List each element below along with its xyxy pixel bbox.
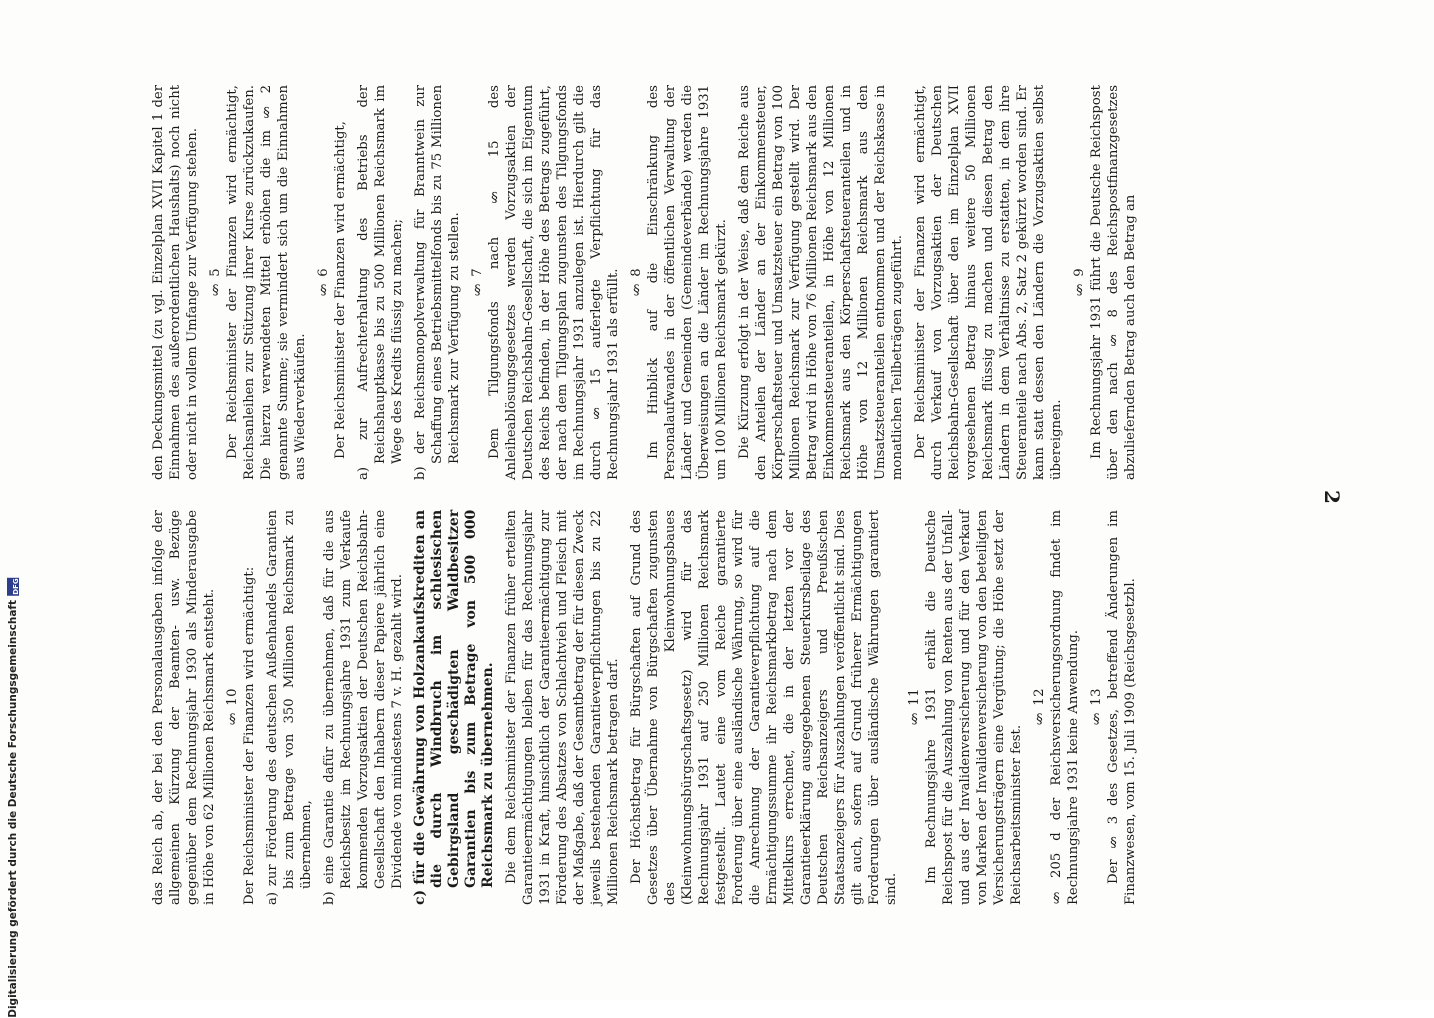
list-item: b) eine Garantie dafür zu übernehmen, daß für die aus Reichsbesitz im Rechnungsjahre 1931 zum Verkaufe kommenden Vorzugsaktien der Deutschen Reichsbahn-Gesellschaft den Inhabern dieser Papiere jährlich eine Dividende von mindestens 7 v. H. gezahlt wird. xyxy=(322,510,405,905)
section-heading: § 5 xyxy=(208,267,223,298)
list-item: a) zur Förderung des deutschen Außenhandels Garantien bis zum Betrage von 350 Millionen Reichsmark zu übernehmen, xyxy=(265,510,314,905)
footer-text: Digitalisierung gefördert durch die Deutsche Forschungsgemeinschaft xyxy=(7,600,19,1018)
right-column xyxy=(150,510,1300,905)
paragraph: Im Hinblick auf die Einschränkung des Personalaufwandes in der öffentlichen Verwaltung der Länder und Gemeinden (Gemeindeverbände) werden die Überweisungen an die Länder im Rechnungsjahre 1931 um 100 Millionen Reichsmark gekürzt. xyxy=(646,85,729,480)
paragraph: Der Reichsminister der Finanzen wird ermächtigt, xyxy=(333,120,348,459)
section-heading: § 9 xyxy=(1072,267,1087,298)
left-column xyxy=(150,85,1230,480)
paragraph: Der Reichsminister der Finanzen wird ermächtigt, durch Verkauf von Vorzugsaktien der Deutschen Reichsbahn-Gesellschaft über den im Einzelplan XVII vorgesehenen Betrag hinaus weitere 50 Millionen Reichsmark flüssig zu machen und diesen Betrag den Ländern in dem Verhältnisse zu erstatten, in dem ihre Steueranteile nach Abs. 2, Satz 2 gekürzt worden sind. Er kann statt dessen den Ländern die Vorzugsaktien selbst übereignen. xyxy=(913,85,1064,480)
paragraph: das Reich ab, der bei den Personalausgaben infolge der allgemeinen Kürzung der Beamten- usw. Bezüge gegenüber dem Rechnungsjahr 1930 als Minderausgabe in Höhe von 62 Millionen Reichsmark entsteht. xyxy=(151,510,217,905)
paragraph: Im Rechnungsjahr 1931 führt die Deutsche Reichspost über den nach § 8 des Reichspostfinanzgesetzes abzuliefernden Betrag auch den Betrag an xyxy=(1089,85,1138,480)
footer-credit xyxy=(6,578,20,1018)
paragraph: Der § 3 des Gesetzes, betreffend Änderungen im Finanzwesen, vom 15. Juli 1909 (Reichsgesetzbl. xyxy=(1106,510,1138,905)
section-heading: § 6 xyxy=(316,267,331,298)
list-item-bold: c) für die Gewährung von Holzankaufskrediten an die durch Windbruch im schlesischen Gebirgsland geschädigten Waldbesitzer Garantien bis zum Betrage von 500 000 Reichsmark zu übernehmen. xyxy=(412,510,496,905)
section-heading: § 11 xyxy=(907,688,922,727)
paragraph: den Deckungsmittel (zu vgl. Einzelplan XVII Kapitel 1 der Einnahmen des außerordentlichen Haushalts) noch nicht oder nicht in vollem Umfange zur Verfügung stehen. xyxy=(151,85,200,480)
paragraph: Die Kürzung erfolgt in der Weise, daß dem Reiche aus den Anteilen der Länder an der Einkommensteuer, Körperschaftsteuer und Umsatzsteuer ein Betrag von 100 Millionen Reichsmark zur Verfügung gestellt wird. Der Betrag wird in Höhe von 76 Millionen Reichsmark aus den Einkommensteueranteilen, in Höhe von 12 Millionen Reichsmark aus den Körperschaftsteueranteilen und in Höhe von 12 Millionen Reichsmark aus den Umsatzsteueranteilen entnommen und der Reichskasse in monatlichen Teilbeträgen zugeführt. xyxy=(737,85,905,480)
paragraph: Der Höchstbetrag für Bürgschaften auf Grund des Gesetzes über Übernahme von Bürgschaften zugunsten des Kleinwohnungsbaues (Kleinwohnungsbürgschaftsgesetz) wird für das Rechnungsjahr 1931 auf 250 Millionen Reichsmark festgestellt. Lautet eine vom Reiche garantierte Forderung über eine ausländische Währung, so wird für die Anrechnung der Garantieverpflichtung auf die Ermächtigungssumme ihr Reichsmarkbetrag nach dem Mittelkurs errechnet, die in der letzten vor der Garantieerklärung ausgegebenen Steuerkursbeilage des Deutschen Reichsanzeigers und Preußischen Staatsanzeigers für Auszahlungen veröffentlicht sind. Dies gilt auch, sofern auf Grund früherer Ermächtigungen Forderungen über ausländische Währungen garantiert sind. xyxy=(629,510,899,905)
paragraph: Im Rechnungsjahre 1931 erhält die Deutsche Reichspost für die Auszahlung von Renten aus der Unfall- und aus der Invalidenversicherung und für den Verkauf von Marken der Invalidenversicherung von den beteiligten Versicherungsträgern eine Vergütung; die Höhe setzt der Reichsarbeitsminister fest. xyxy=(924,510,1024,905)
paragraph: § 205 d der Reichsversicherungsordnung findet im Rechnungsjahre 1931 keine Anwendung. xyxy=(1049,510,1081,905)
list-item: b) der Reichsmonopolverwaltung für Branntwein zur Schaffung eines Betriebsmittelfonds bis zu 75 Millionen Reichsmark zur Verfügung zu stellen. xyxy=(413,85,462,480)
paragraph: Der Reichsminister der Finanzen wird ermächtigt, Reichsanleihen zur Stützung ihrer Kurse zurückzukaufen. Die hierzu verwendeten Mittel erhöhen die im § 2 genannte Summe; sie vermindert sich um die Einnahmen aus Wiederverkäufen. xyxy=(225,85,308,480)
list-item: a) zur Aufrechterhaltung des Betriebs der Reichshauptkasse bis zu 500 Millionen Reichsmark im Wege des Kredits flüssig zu machen; xyxy=(356,85,405,480)
paragraph: Dem Tilgungsfonds nach § 15 des Anleiheablösungsgesetzes werden Vorzugsaktien der Deutschen Reichsbahn-Gesellschaft, die sich im Eigentum des Reichs befinden, in der Höhe des Betrags zugeführt, der nach dem Tilgungsplan zugunsten des Tilgungsfonds im Rechnungsjahr 1931 anzulegen ist. Hierdurch gilt die durch § 15 auferlegte Verpflichtung für das Rechnungsjahr 1931 als erfüllt. xyxy=(487,85,621,480)
section-heading: § 7 xyxy=(470,267,485,298)
section-heading: § 13 xyxy=(1089,688,1104,727)
section-heading: § 12 xyxy=(1032,688,1047,727)
page-number: 2 xyxy=(1319,490,1344,504)
paragraph: Die dem Reichsminister der Finanzen früher erteilten Garantieermächtigungen bleiben für das Rechnungsjahr 1931 in Kraft, hinsichtlich der Garantieermächtigung zur Förderung des Absatzes von Schlachtvieh und Fleisch mit der Maßgabe, daß der Gesamtbetrag der für diesen Zweck jeweils bestehenden Garantieverpflichtungen bis zu 22 Millionen Reichsmark betragen darf. xyxy=(504,510,621,905)
section-heading: § 10 xyxy=(225,688,240,727)
paragraph: Der Reichsminister der Finanzen wird ermächtigt: xyxy=(242,566,257,905)
section-heading: § 8 xyxy=(629,267,644,298)
dfg-logo-icon: DFG xyxy=(7,578,19,596)
